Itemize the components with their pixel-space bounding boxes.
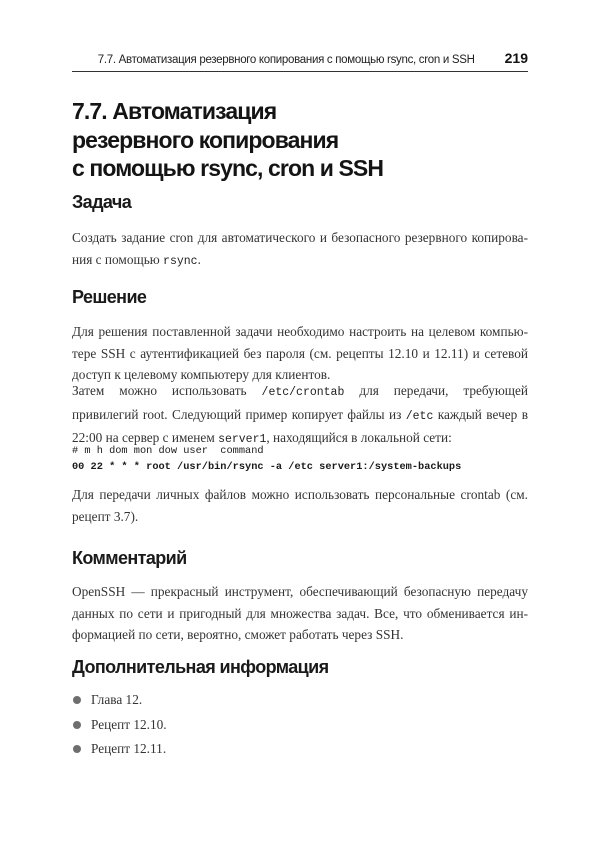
code-line-comment: # m h dom mon dow user command — [72, 445, 264, 457]
list-item-text: Рецепт 12.11. — [91, 741, 167, 756]
solution-text: для передачи, требующей привилегий root. Следующий пример копирует файлы из — [72, 383, 529, 422]
solution-paragraph-2 — [72, 380, 528, 451]
code-block — [72, 443, 528, 475]
list-item — [72, 688, 528, 712]
solution-paragraph-3: Для передачи личных файлов можно использовать персональные crontab (см. рецепт 3.7). — [72, 487, 528, 524]
solution-text: Затем можно использовать — [72, 383, 262, 398]
page-number: 219 — [504, 50, 528, 66]
server-name: server1 — [218, 433, 267, 447]
task-text: Создать задание cron для автоматического и безопасного резервного копирова-ния с помощью — [72, 230, 528, 267]
running-title: 7.7. Автоматизация резервного копирования с помощью rsync, cron и SSH — [97, 54, 475, 66]
solution-paragraph-1: Для решения поставленной задачи необходимо настроить на целевом компью-тере SSH с аутентификацией без пароля (см. рецепты 12.10 и 12.11) и сетевой доступ к целевому компьютеру для клиентов. — [72, 324, 528, 383]
task-code: rsync — [163, 254, 198, 268]
code-line-command: 00 22 * * * root /usr/bin/rsync -a /etc server1:/system-backups — [72, 461, 462, 473]
list-item-text: Рецепт 12.10. — [91, 716, 167, 732]
bullet-icon — [73, 721, 81, 729]
task-text-end: . — [197, 251, 201, 267]
crontab-path: /etc/crontab — [261, 386, 345, 399]
etc-path: /etc — [405, 409, 434, 423]
task-paragraph — [72, 227, 528, 272]
bullet-icon — [73, 745, 81, 753]
task-heading: Задача — [72, 192, 132, 212]
list-item — [72, 737, 528, 761]
section-title-line: 7.7. Автоматизация — [72, 98, 277, 124]
list-item — [72, 713, 528, 737]
more-info-heading: Дополнительная информация — [72, 657, 329, 677]
comment-paragraph: OpenSSH — прекрасный инструмент, обеспечивающий безопасную передачу данных по сети и пригодный для множества задач. Все, что обменивается ин-формацией по сети, вероятно, сможет работать через SSH. — [72, 584, 528, 643]
section-title-line: с помощью rsync, cron и SSH — [72, 155, 384, 181]
more-info-list — [72, 688, 528, 761]
solution-text: , находящийся в локальной сети: — [266, 430, 452, 446]
section-title-line: резервного копирования — [72, 126, 339, 153]
comment-heading: Комментарий — [72, 548, 187, 568]
solution-heading: Решение — [72, 287, 147, 307]
section-title — [72, 97, 532, 183]
bullet-icon — [73, 696, 81, 704]
list-item-text: Глава 12. — [91, 692, 143, 707]
running-header — [72, 50, 528, 66]
solution-text: каждый вечер в 22:00 на сервер с именем — [72, 406, 528, 446]
header-rule — [72, 71, 528, 72]
